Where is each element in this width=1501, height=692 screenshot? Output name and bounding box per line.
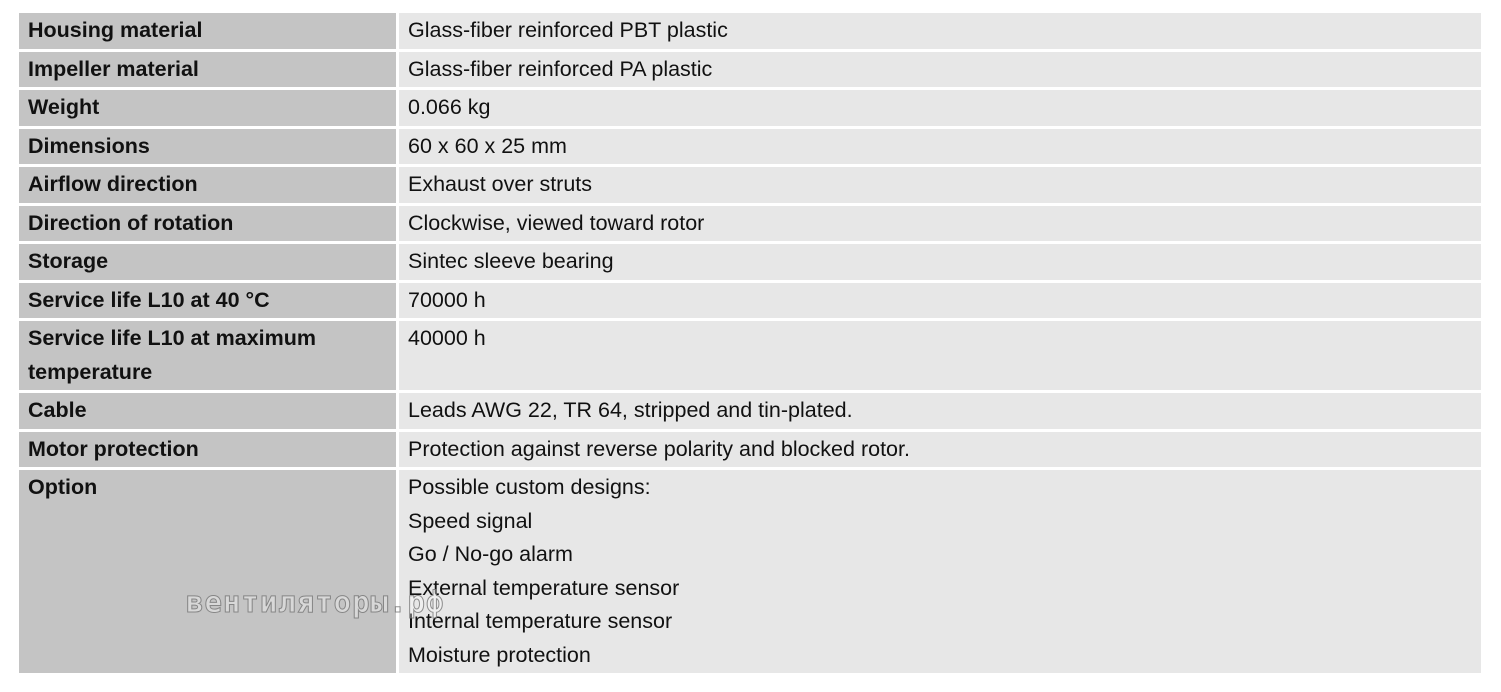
spec-label: Dimensions [19, 129, 399, 165]
spec-value-line: 0.066 kg [408, 95, 491, 119]
spec-row-housing-material [19, 13, 1481, 49]
spec-value-line: Speed signal [408, 508, 533, 533]
spec-value [399, 206, 1481, 242]
spec-row-service-life-max-temp [19, 321, 1481, 390]
spec-value-line: Internal temperature sensor [408, 609, 673, 633]
spec-row-weight [19, 90, 1481, 126]
spec-value [399, 13, 1481, 49]
spec-value-line: 40000 h [408, 326, 486, 350]
spec-row-cable [19, 393, 1481, 429]
spec-value-line: Glass-fiber reinforced PA plastic [408, 56, 713, 81]
spec-label: Service life L10 at maximum temperature [19, 321, 399, 390]
spec-value-line: Moisture protection [408, 642, 591, 667]
spec-row-motor-protection [19, 432, 1481, 468]
spec-label: Option [19, 470, 399, 673]
spec-value [399, 167, 1481, 203]
spec-value [399, 393, 1481, 429]
spec-value-line: Exhaust over struts [408, 172, 593, 196]
spec-row-service-life-40c [19, 283, 1481, 319]
spec-value-line: Clockwise, viewed toward rotor [408, 210, 705, 235]
spec-row-airflow-direction [19, 167, 1481, 203]
spec-label: Impeller material [19, 52, 399, 88]
spec-value [399, 470, 1481, 673]
spec-value [399, 129, 1481, 165]
spec-value-line: Glass-fiber reinforced PBT plastic [408, 18, 728, 42]
spec-value [399, 283, 1481, 319]
spec-value [399, 244, 1481, 280]
spec-row-dimensions [19, 129, 1481, 165]
spec-value [399, 52, 1481, 88]
spec-label: Service life L10 at 40 °C [19, 283, 399, 319]
spec-label: Direction of rotation [19, 206, 399, 242]
spec-value-line: Leads AWG 22, TR 64, stripped and tin-plated. [408, 398, 853, 422]
spec-label: Airflow direction [19, 167, 399, 203]
spec-row-impeller-material [19, 52, 1481, 88]
spec-value [399, 432, 1481, 468]
spec-value-line: External temperature sensor [408, 575, 680, 600]
spec-label: Housing material [19, 13, 399, 49]
spec-value-line: 60 x 60 x 25 mm [408, 133, 567, 158]
spec-label: Weight [19, 90, 399, 126]
spec-value-line: 70000 h [408, 287, 486, 312]
spec-value-line: Go / No-go alarm [408, 542, 573, 566]
spec-label: Motor protection [19, 432, 399, 468]
spec-row-storage [19, 244, 1481, 280]
spec-row-direction-of-rotation [19, 206, 1481, 242]
spec-row-option [19, 470, 1481, 673]
spec-value-line: Protection against reverse polarity and blocked rotor. [408, 436, 910, 461]
spec-value-line: Possible custom designs: [408, 475, 651, 499]
spec-value [399, 90, 1481, 126]
spec-label: Cable [19, 393, 399, 429]
spec-table [19, 10, 1481, 676]
spec-value-line: Sintec sleeve bearing [408, 249, 614, 273]
spec-label: Storage [19, 244, 399, 280]
spec-value [399, 321, 1481, 390]
watermark: вентиляторы.рф [186, 585, 445, 619]
